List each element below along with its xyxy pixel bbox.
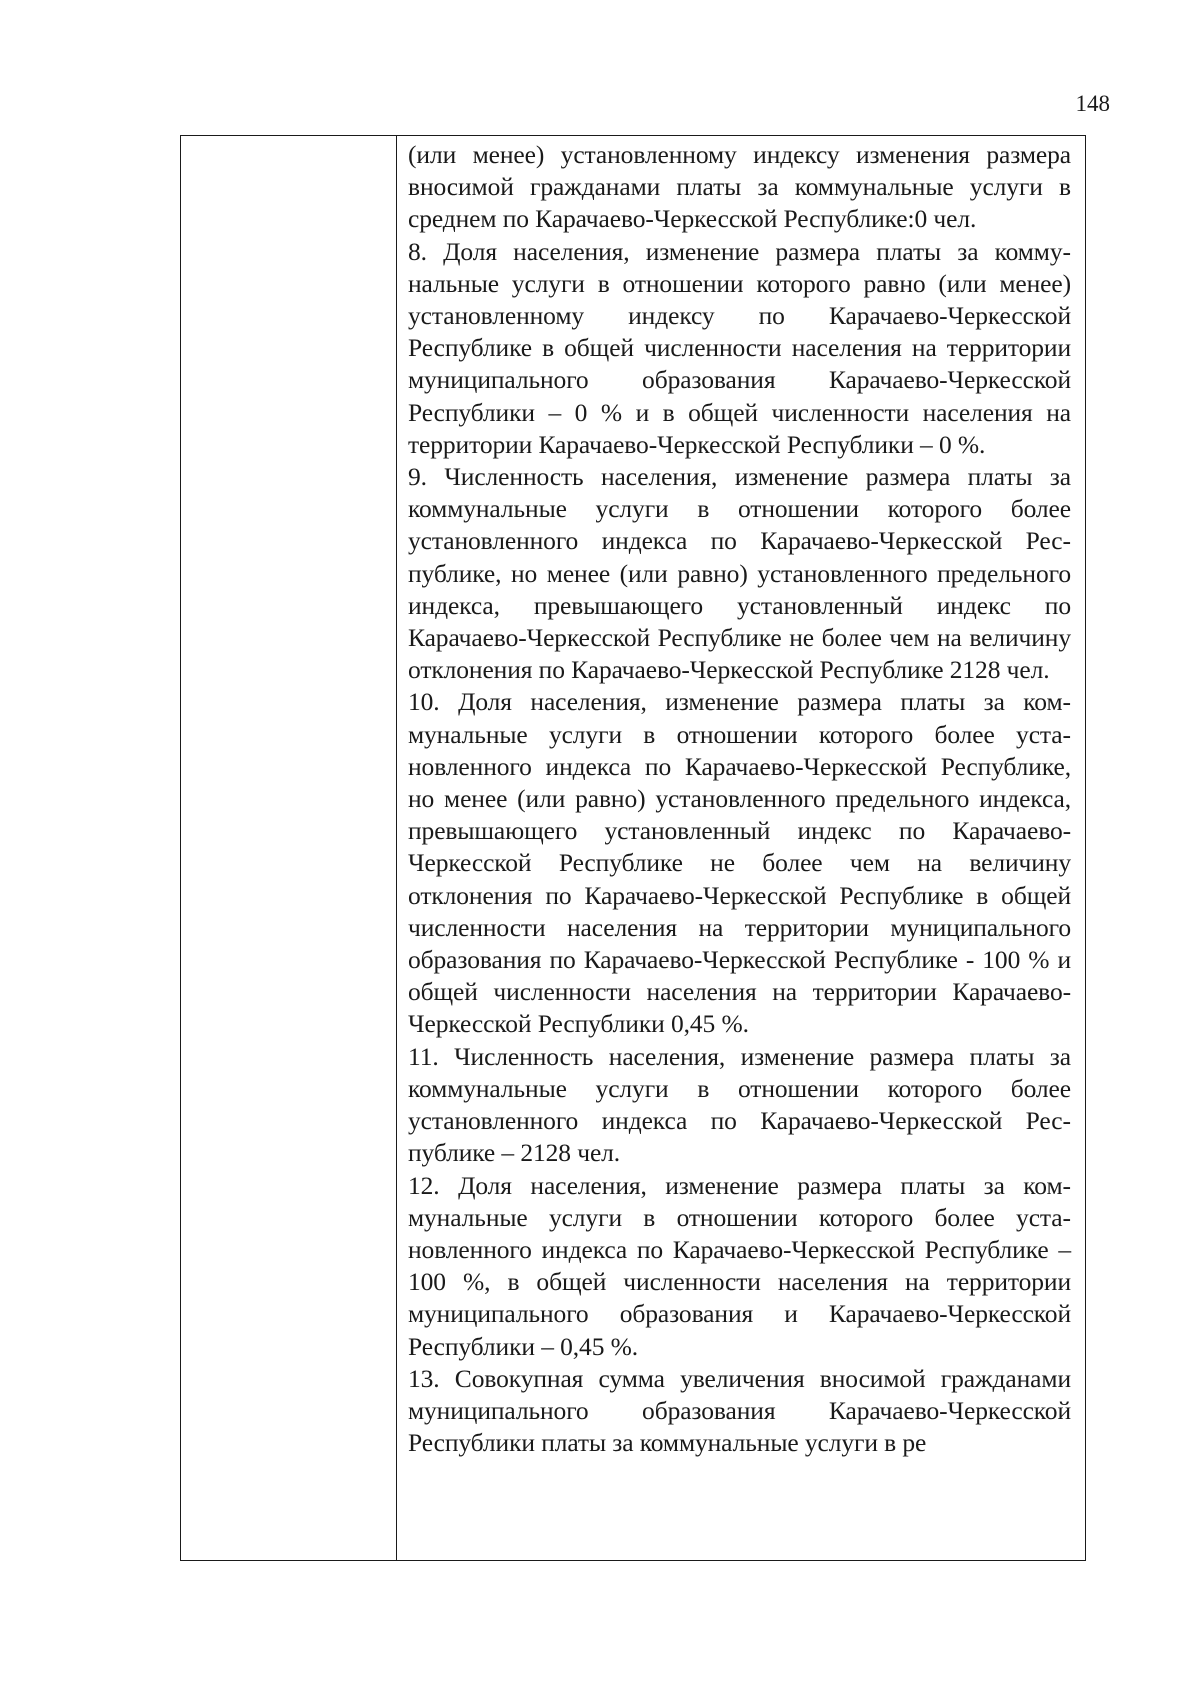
paragraph-item-8: 8. Доля населения, изменение размера платы за коммунальные услуги в отношении которого равно (или менее) установленному индексу по Карачаево-Черкесской Республике в общей численности населения на территории муниципального образования Карачаево-Черкесской Республики – 0 % и в общей численности населения на территории Карачаево-Черкесской Республики – 0 %.: [408, 236, 1071, 459]
paragraph-continuation: (или менее) установленному индексу изменения размера вносимой гражданами платы за коммунальные услуги в среднем по Карачаево-Черкесской Республике:0 чел.: [408, 140, 1071, 234]
document-table: [180, 135, 1086, 1561]
page-number: 148: [1075, 91, 1110, 116]
paragraph-item-11: 11. Численность населения, изменение размера платы за коммунальные услуги в отношении которого более установленного индекса по Карачаево-Черкесской Республике – 2128 чел.: [408, 1041, 1071, 1168]
paragraph-item-12: 12. Доля населения, изменение размера платы за коммунальные услуги в отношении которого более установленного индекса по Карачаево-Черкесской Республике – 100 %, в общей численности населения на территории муниципального образования и Карачаево-Черкесской Республики – 0,45 %.: [408, 1170, 1071, 1361]
table-left-cell: [181, 136, 397, 1560]
paragraph-item-13: 13. Совокупная сумма увеличения вносимой гражданами муниципального образования Карачаево-Черкесской Республики платы за коммунальные услуги в ре: [408, 1363, 1071, 1458]
paragraph-item-9: 9. Численность населения, изменение размера платы за коммунальные услуги в отношении которого более установленного индекса по Карачаево-Черкесской Республике, но менее (или равно) установленного предельного индекса, превышающего установленный индекс по Карачаево-Черкесской Республике не более чем на величину отклонения по Карачаево-Черкесской Республике 2128 чел.: [408, 462, 1071, 685]
paragraph-item-10: 10. Доля населения, изменение размера платы за коммунальные услуги в отношении которого более установленного индекса по Карачаево-Черкесской Республике, но менее (или равно) установленного предельного индекса, превышающего установленный индекс по Карачаево-Черкесской Республике не более чем на величину отклонения по Карачаево-Черкесской Республике в общей численности населения на территории муниципального образования по Карачаево-Черкесской Республике - 100 % и общей численности населения на территории Карачаево-Черкесской Республики 0,45 %.: [408, 687, 1071, 1039]
table-right-cell: [397, 136, 1085, 1560]
